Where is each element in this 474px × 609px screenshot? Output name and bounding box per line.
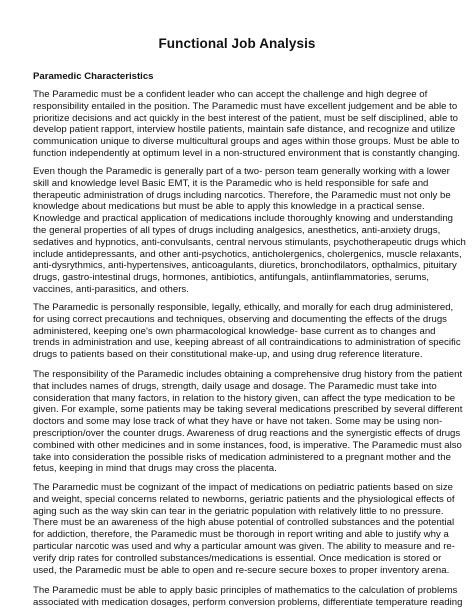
paragraph-line: administered, keeping one's own pharmacological knowledge- base current as to changes and [33,325,436,337]
paragraph-line: The Paramedic must be a confident leader who can accept the challenge and high degree of [33,89,428,100]
paragraph-5 [33,482,453,576]
paragraph-line: therapeutic administration of drugs including narcotics. Therefore, the Paramedic must not only be [33,189,451,201]
paragraph-line: that includes names of drugs, strength, daily usage and dosage. The Paramedic must take into [33,380,437,392]
paragraph-line: anti-dysrythmics, anti-hypertensives, anticoagulants, diuretics, bronchodilators, opthalmics, pituitary [33,260,457,272]
paragraph-line: for using correct precautions and techniques, observing and documenting the effects of the drugs [33,313,447,325]
paragraph-line: doctors and some may lose track of what they have or have not taken. Some may be using non- [33,416,443,428]
paragraph-line: associated with medication dosages, perform conversion problems, differentiate temperature reading [33,596,463,608]
paragraph-line: verify drip rates for controlled substances/medications is essential. Once medication is stored or [33,552,442,564]
paragraph-line: combined with other medicines and in some instances, food, is imperative. The Paramedic must also [33,439,462,451]
paragraph-line: knowledge about medications but must be able to apply this knowledge in a practical sense. [33,201,425,213]
paragraph-line: particular narcotic was used and why a particular amount was given. The ability to measure and re- [33,540,455,552]
paragraph-6 [33,585,463,609]
paragraph-line: The Paramedic must be cognizant of the impact of medications on pediatric patients based on size [33,482,454,493]
paragraph-line: skill and knowledge level Basic EMT, it is the Paramedic who is held responsible for safe and [33,177,429,189]
paragraph-line: used, the Paramedic must be able to open and re-secure secure boxes to proper inventory arena. [33,564,450,576]
paragraph-line: The responsibility of the Paramedic includes obtaining a comprehensive drug history from the patient [33,369,463,380]
paragraph-line: aging such as the way skin can tear in the geriatric population with relatively little to no pressure. [33,505,444,517]
paragraph-line: vaccines, anti-parasitics, and others. [33,283,189,295]
paragraph-line: develop patient rapport, interview hostile patients, maintain safe distance, and recognize and utilize [33,124,456,136]
paragraph-2 [33,166,466,296]
paragraph-line: The Paramedic is personally responsible, legally, ethically, and morally for each drug administered, [33,302,454,313]
paragraph-4 [33,369,463,475]
document-title: Functional Job Analysis [158,36,316,51]
paragraph-line: and weight, special concerns related to newborns, geriatric patients and the physiological effects of [33,493,455,505]
paragraph-line: sedatives and hypnotics, anti-convulsants, central nervous stimulants, psychotherapeutic drugs which [33,236,466,248]
paragraph-line: communication unique to diverse multicultural groups and ages within those groups. Must be able to [33,136,460,148]
paragraph-line: for addiction, therefore, the Paramedic must be thorough in report writing and able to justify why a [33,529,449,541]
paragraph-line: the general properties of all types of drugs including analgesics, anesthetics, anti-anxiety drugs, [33,224,441,236]
paragraph-line: take into consideration the possible risks of medication administered to a pregnant mother and the [33,451,451,463]
paragraph-line: Even though the Paramedic is generally part of a two- person team generally working with a lower [33,166,450,177]
paragraph-line: There must be an awareness of the high abuse potential of controlled substances and the potential [33,517,455,529]
paragraph-line: responsibility entailed in the position. The Paramedic must have excellent judgement and be able to [33,100,458,112]
paragraph-line: Knowledge and practical application of medications include thoroughly knowing and understanding [33,213,454,225]
paragraph-3 [33,302,461,361]
paragraph-line: given. For example, some patients may be taking several medications prescribed by several different [33,404,463,416]
section-heading: Paramedic Characteristics [33,71,154,82]
paragraph-line: The Paramedic must be able to apply basic principles of mathematics to the calculation of problems [33,585,458,596]
paragraph-line: drugs, gastro-intestinal drugs, hormones, antibiotics, antifungals, antiinflammatories, serums, [33,272,429,284]
paragraph-line: include antidepressants, and other anti-psychotics, anticholergenics, cholergenics, muscle relaxants, [33,248,462,260]
paragraph-line: trends in administration and use, keeping abreast of all contraindications to administration of specific [33,337,461,349]
paragraph-line: consideration that many factors, in relation to the history given, can affect the type medication to be [33,392,456,404]
paragraph-1 [33,89,461,160]
paragraph-line: prescription/over the counter drugs. Awareness of drug reactions and the synergistic effects of drugs [33,427,461,439]
paragraph-line: function independently at optimum level in a non-structured environment that is constantly changing. [33,147,461,159]
paragraph-line: prioritize decisions and act quickly in the best interest of the patient, must be self disciplined, able to [33,112,459,124]
paragraph-line: drugs to patients based on their constitutional make-up, and using drug reference literature. [33,349,423,361]
paragraph-line: fetus, keeping in mind that drugs may cross the placenta. [33,463,277,475]
